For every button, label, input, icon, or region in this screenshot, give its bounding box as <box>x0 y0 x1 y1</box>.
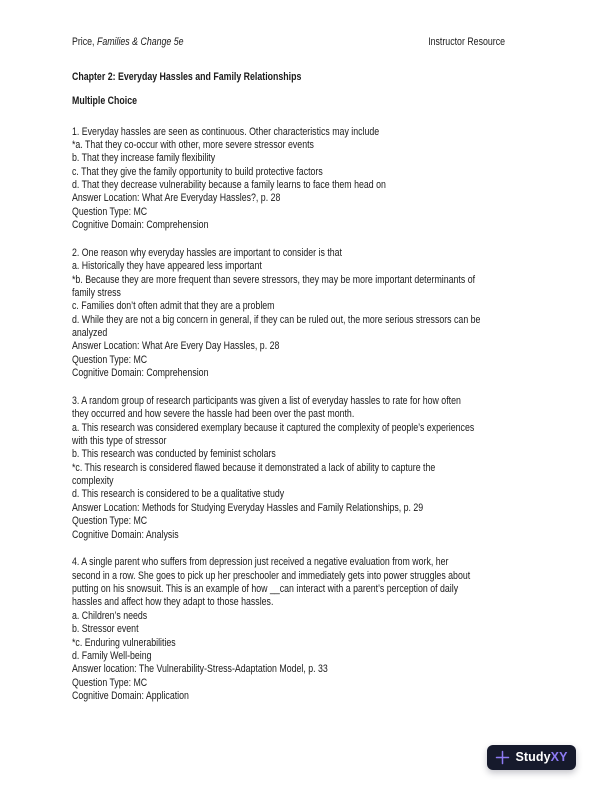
question-line: Cognitive Domain: Comprehension <box>72 367 209 380</box>
question-line: putting on his snowsuit. This is an example of how __can interact with a parent’s perception of daily <box>72 583 459 596</box>
question-line: b. That they increase family flexibility <box>72 152 216 165</box>
section-heading: Multiple Choice <box>72 95 138 108</box>
question-block <box>72 126 584 233</box>
question-line: *a. That they co-occur with other, more severe stressor events <box>72 139 314 152</box>
question-line: Question Type: MC <box>72 676 148 689</box>
question-line: *b. Because they are more frequent than severe stressors, they may be more important determinants of <box>72 273 476 286</box>
question-line: Cognitive Domain: Application <box>72 689 189 702</box>
question-line: d. While they are not a big concern in general, if they can be ruled out, the more serious stressors can be <box>72 313 481 326</box>
question-line: c. Families don’t often admit that they are a problem <box>72 300 275 313</box>
header-book-author: Price, <box>72 36 97 48</box>
question-line: Question Type: MC <box>72 515 148 528</box>
header-resource-label: Instructor Resource <box>428 36 505 48</box>
question-line: analyzed <box>72 327 108 340</box>
question-block <box>72 247 584 380</box>
question-line: a. Historically they have appeared less important <box>72 260 262 273</box>
question-line: *c. Enduring vulnerabilities <box>72 636 176 649</box>
question-line: 1. Everyday hassles are seen as continuous. Other characteristics may include <box>72 125 380 138</box>
question-line: Answer Location: What Are Every Day Hassles, p. 28 <box>72 340 280 353</box>
header-book-title <box>72 36 184 49</box>
brand-text-primary: Study <box>515 750 551 765</box>
question-line: 4. A single parent who suffers from depression just received a negative evaluation from work, her <box>72 556 449 569</box>
question-line: Answer Location: Methods for Studying Everyday Hassles and Family Relationships, p. 29 <box>72 501 424 514</box>
question-line: 2. One reason why everyday hassles are important to consider is that <box>72 247 343 260</box>
question-line: hassles and affect how they adapt to those hassles. <box>72 596 274 609</box>
question-line: Question Type: MC <box>72 353 148 366</box>
question-line: Question Type: MC <box>72 205 148 218</box>
question-line: d. That they decrease vulnerability because a family learns to face them head on <box>72 179 386 192</box>
question-line: b. This research was conducted by feminist scholars <box>72 448 276 461</box>
question-line: a. Children’s needs <box>72 609 148 622</box>
studyxy-logo <box>487 745 576 770</box>
question-line: second in a row. She goes to pick up her preschooler and immediately gets into power struggles about <box>72 569 471 582</box>
question-block <box>72 395 584 542</box>
question-line: complexity <box>72 475 114 488</box>
document-content <box>72 71 584 703</box>
plus-icon <box>495 750 510 765</box>
question-line: Answer Location: What Are Everyday Hassles?, p. 28 <box>72 192 281 205</box>
question-line: d. This research is considered to be a qualitative study <box>72 488 285 501</box>
question-line: d. Family Well-being <box>72 649 152 662</box>
question-line: Answer location: The Vulnerability-Stress-Adaptation Model, p. 33 <box>72 663 328 676</box>
question-line: Cognitive Domain: Analysis <box>72 528 179 541</box>
page-header <box>0 36 612 50</box>
question-line: family stress <box>72 287 121 300</box>
questions <box>72 126 584 704</box>
question-line: a. This research was considered exemplary because it captured the complexity of people’s experiences <box>72 421 475 434</box>
question-line: with this type of stressor <box>72 435 167 448</box>
question-line: Cognitive Domain: Comprehension <box>72 219 209 232</box>
brand-text-accent: XY <box>550 750 568 765</box>
chapter-heading: Chapter 2: Everyday Hassles and Family Relationships <box>72 71 302 83</box>
question-line: c. That they give the family opportunity to build protective factors <box>72 165 323 178</box>
question-line: b. Stressor event <box>72 623 139 636</box>
brand-wordmark <box>515 751 567 764</box>
header-book-title-italic: Families & Change 5e <box>96 36 184 48</box>
question-block <box>72 556 584 703</box>
question-line: *c. This research is considered flawed because it demonstrated a lack of ability to capture the <box>72 461 436 474</box>
question-line: 3. A random group of research participants was given a list of everyday hassles to rate for how often <box>72 395 461 408</box>
question-line: they occurred and how severe the hassle had been over the past month. <box>72 408 355 421</box>
